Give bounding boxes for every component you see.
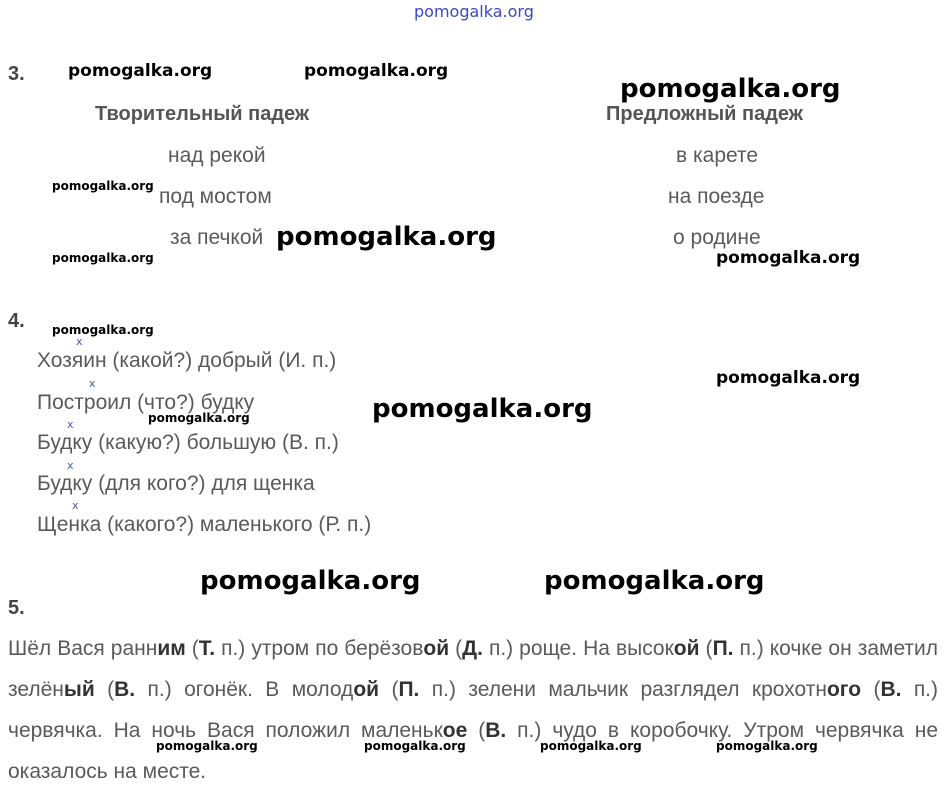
text-run: п.) роще. На высок — [482, 637, 674, 660]
emphasis: ой — [353, 678, 380, 701]
text-run: ( — [861, 678, 881, 701]
text-run: п.) утром по берёзов — [215, 637, 424, 660]
watermark: pomogalka.org — [200, 566, 421, 596]
watermark: pomogalka.org — [540, 739, 642, 753]
section-number: 5. — [8, 597, 25, 619]
list-item: Щенка (какого?) маленького (Р. п.) — [37, 513, 372, 536]
watermark: pomogalka.org — [620, 74, 841, 104]
marker: x — [76, 335, 83, 348]
emphasis: Д. — [462, 637, 483, 660]
watermark: pomogalka.org — [364, 739, 466, 753]
table-cell: за печкой — [170, 226, 264, 249]
table-cell: под мостом — [159, 185, 272, 208]
list-item: Хозяин (какой?) добрый (И. п.) — [37, 349, 337, 372]
text-run: ( — [185, 637, 199, 660]
watermark: pomogalka.org — [68, 61, 213, 81]
watermark: pomogalka.org — [716, 368, 861, 388]
watermark: pomogalka.org — [52, 179, 154, 193]
section-number: 3. — [8, 63, 25, 85]
emphasis: ой — [673, 637, 700, 660]
text-run: ( — [94, 678, 115, 701]
column-heading-prepositional: Предложный падеж — [606, 103, 803, 125]
table-cell: в карете — [676, 144, 759, 167]
watermark: pomogalka.org — [544, 566, 765, 596]
watermark: pomogalka.org — [716, 739, 818, 753]
text-run: п.) огонёк. В молод — [135, 678, 354, 701]
table-cell: на поезде — [668, 185, 765, 208]
emphasis: В. — [114, 678, 136, 701]
marker: x — [89, 377, 96, 390]
section-number: 4. — [8, 310, 25, 332]
watermark: pomogalka.org — [148, 411, 250, 425]
emphasis: П. — [398, 678, 420, 701]
list-item: Построил (что?) будку — [37, 391, 255, 414]
list-item: Будку (для кого?) для щенка — [37, 472, 315, 495]
watermark: pomogalka.org — [156, 739, 258, 753]
watermark: pomogalka.org — [414, 2, 534, 21]
emphasis: ый — [63, 678, 95, 701]
list-item: Будку (какую?) большую (В. п.) — [37, 431, 339, 454]
emphasis: ого — [826, 678, 862, 701]
table-cell: о родине — [673, 226, 761, 249]
text-run: ( — [379, 678, 399, 701]
text-run: Шёл Вася ранн — [8, 637, 158, 660]
answer-paragraph — [8, 628, 938, 792]
emphasis: П. — [712, 637, 734, 660]
marker: x — [67, 418, 74, 431]
text-run: п.) кочке он заметил зелён — [8, 637, 939, 701]
marker: x — [72, 499, 79, 512]
text-run: п.) зелени мальчик разглядел крохотн — [419, 678, 827, 701]
watermark: pomogalka.org — [52, 251, 154, 265]
text-run: п.) чудо в коробочку. Утром червячка не оказалось на месте. — [8, 719, 939, 783]
emphasis: ой — [423, 637, 450, 660]
emphasis: В. — [485, 719, 507, 742]
watermark: pomogalka.org — [52, 323, 154, 337]
table-cell: над рекой — [168, 144, 266, 167]
watermark: pomogalka.org — [372, 394, 593, 424]
watermark: pomogalka.org — [276, 222, 497, 252]
watermark: pomogalka.org — [304, 61, 449, 81]
marker: x — [67, 459, 74, 472]
emphasis: им — [157, 637, 186, 660]
watermark: pomogalka.org — [716, 248, 861, 268]
text-run: ( — [467, 719, 486, 742]
text-run: ( — [699, 637, 713, 660]
emphasis: ое — [442, 719, 468, 742]
emphasis: Т. — [198, 637, 216, 660]
text-run: ( — [449, 637, 463, 660]
text-run: п.) червячка. На ночь Вася положил маленьк — [8, 678, 939, 742]
emphasis: В. — [880, 678, 902, 701]
column-heading-instrumental: Творительный падеж — [95, 103, 310, 125]
